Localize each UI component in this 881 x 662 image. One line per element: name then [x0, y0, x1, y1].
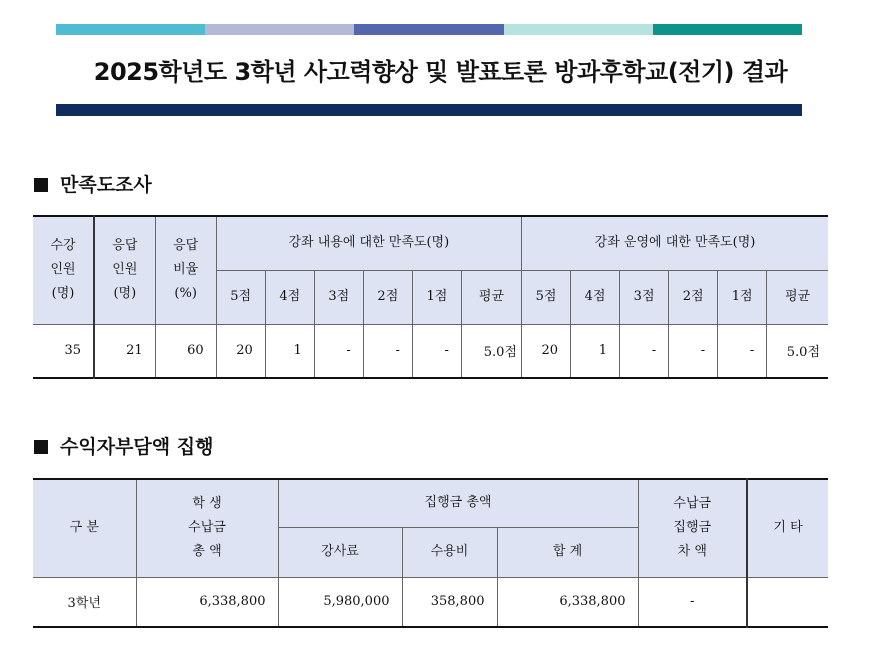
- square-bullet-icon: [34, 178, 48, 192]
- operation-score-col: 1점: [718, 270, 767, 324]
- section-satisfaction-heading: [34, 170, 152, 197]
- satisfaction-table: [33, 215, 828, 379]
- cell-content-4: 1: [265, 324, 314, 378]
- header-response-rate: 응답 비율 (%): [155, 216, 216, 324]
- square-bullet-icon: [34, 440, 48, 454]
- operation-score-col: 3점: [620, 270, 669, 324]
- budget-table: [33, 478, 828, 628]
- cell-operation-4: 1: [571, 324, 620, 378]
- section-budget-label: 수익자부담액 집행: [60, 436, 214, 458]
- table-row: [33, 577, 828, 627]
- operation-score-col: 5점: [521, 270, 570, 324]
- header-difference: 수납금 집행금 차 액: [638, 479, 747, 577]
- cell-etc: [747, 577, 828, 627]
- section-satisfaction-label: 만족도조사: [60, 174, 152, 196]
- cell-content-1: -: [412, 324, 461, 378]
- header-etc: 기 타: [747, 479, 828, 577]
- header-operation-satisfaction: 강좌 운영에 대한 만족도(명): [521, 216, 828, 270]
- cell-student-total: 6,338,800: [136, 577, 278, 627]
- header-responded: 응답 인원 (명): [94, 216, 155, 324]
- cell-operation-3: -: [620, 324, 669, 378]
- cell-lecture-fee: 5,980,000: [278, 577, 402, 627]
- operation-score-col: 2점: [669, 270, 718, 324]
- cell-operation-2: -: [669, 324, 718, 378]
- section-budget-heading: [34, 432, 213, 459]
- color-segment-3: [354, 24, 503, 35]
- title-underline-bar: [56, 104, 802, 116]
- top-color-bar: [56, 24, 802, 35]
- cell-enrolled: 35: [33, 324, 94, 378]
- header-category: 구 분: [33, 479, 136, 577]
- color-segment-5: [653, 24, 802, 35]
- content-score-col: 3점: [314, 270, 363, 324]
- content-score-col: 4점: [265, 270, 314, 324]
- header-supplies: 수용비: [402, 527, 497, 577]
- cell-responded: 21: [94, 324, 155, 378]
- content-score-col: 2점: [363, 270, 412, 324]
- cell-difference: -: [638, 577, 747, 627]
- cell-operation-1: -: [718, 324, 767, 378]
- header-student-total: 학 생 수납금 총 액: [136, 479, 278, 577]
- cell-content-5: 20: [216, 324, 265, 378]
- page-title: 2025학년도 3학년 사고력향상 및 발표토론 방과후학교(전기) 결과: [93, 58, 788, 86]
- header-content-satisfaction: 강좌 내용에 대한 만족도(명): [216, 216, 521, 270]
- operation-average-col: 평균: [767, 270, 828, 324]
- content-average-col: 평균: [461, 270, 521, 324]
- color-segment-2: [205, 24, 354, 35]
- header-enrolled: 수강 인원 (명): [33, 216, 94, 324]
- cell-supplies: 358,800: [402, 577, 497, 627]
- table-row: [33, 324, 828, 378]
- cell-operation-5: 20: [521, 324, 570, 378]
- header-lecture-fee: 강사료: [278, 527, 402, 577]
- header-sum: 합 계: [497, 527, 638, 577]
- color-segment-1: [56, 24, 205, 35]
- cell-sum: 6,338,800: [497, 577, 638, 627]
- cell-operation-average: 5.0점: [767, 324, 828, 378]
- color-segment-4: [504, 24, 653, 35]
- cell-content-2: -: [363, 324, 412, 378]
- content-score-col: 5점: [216, 270, 265, 324]
- cell-rate: 60: [155, 324, 216, 378]
- operation-score-col: 4점: [571, 270, 620, 324]
- header-exec-total: 집행금 총액: [278, 479, 638, 527]
- cell-category: 3학년: [33, 577, 136, 627]
- cell-content-average: 5.0점: [461, 324, 521, 378]
- cell-content-3: -: [314, 324, 363, 378]
- content-score-col: 1점: [412, 270, 461, 324]
